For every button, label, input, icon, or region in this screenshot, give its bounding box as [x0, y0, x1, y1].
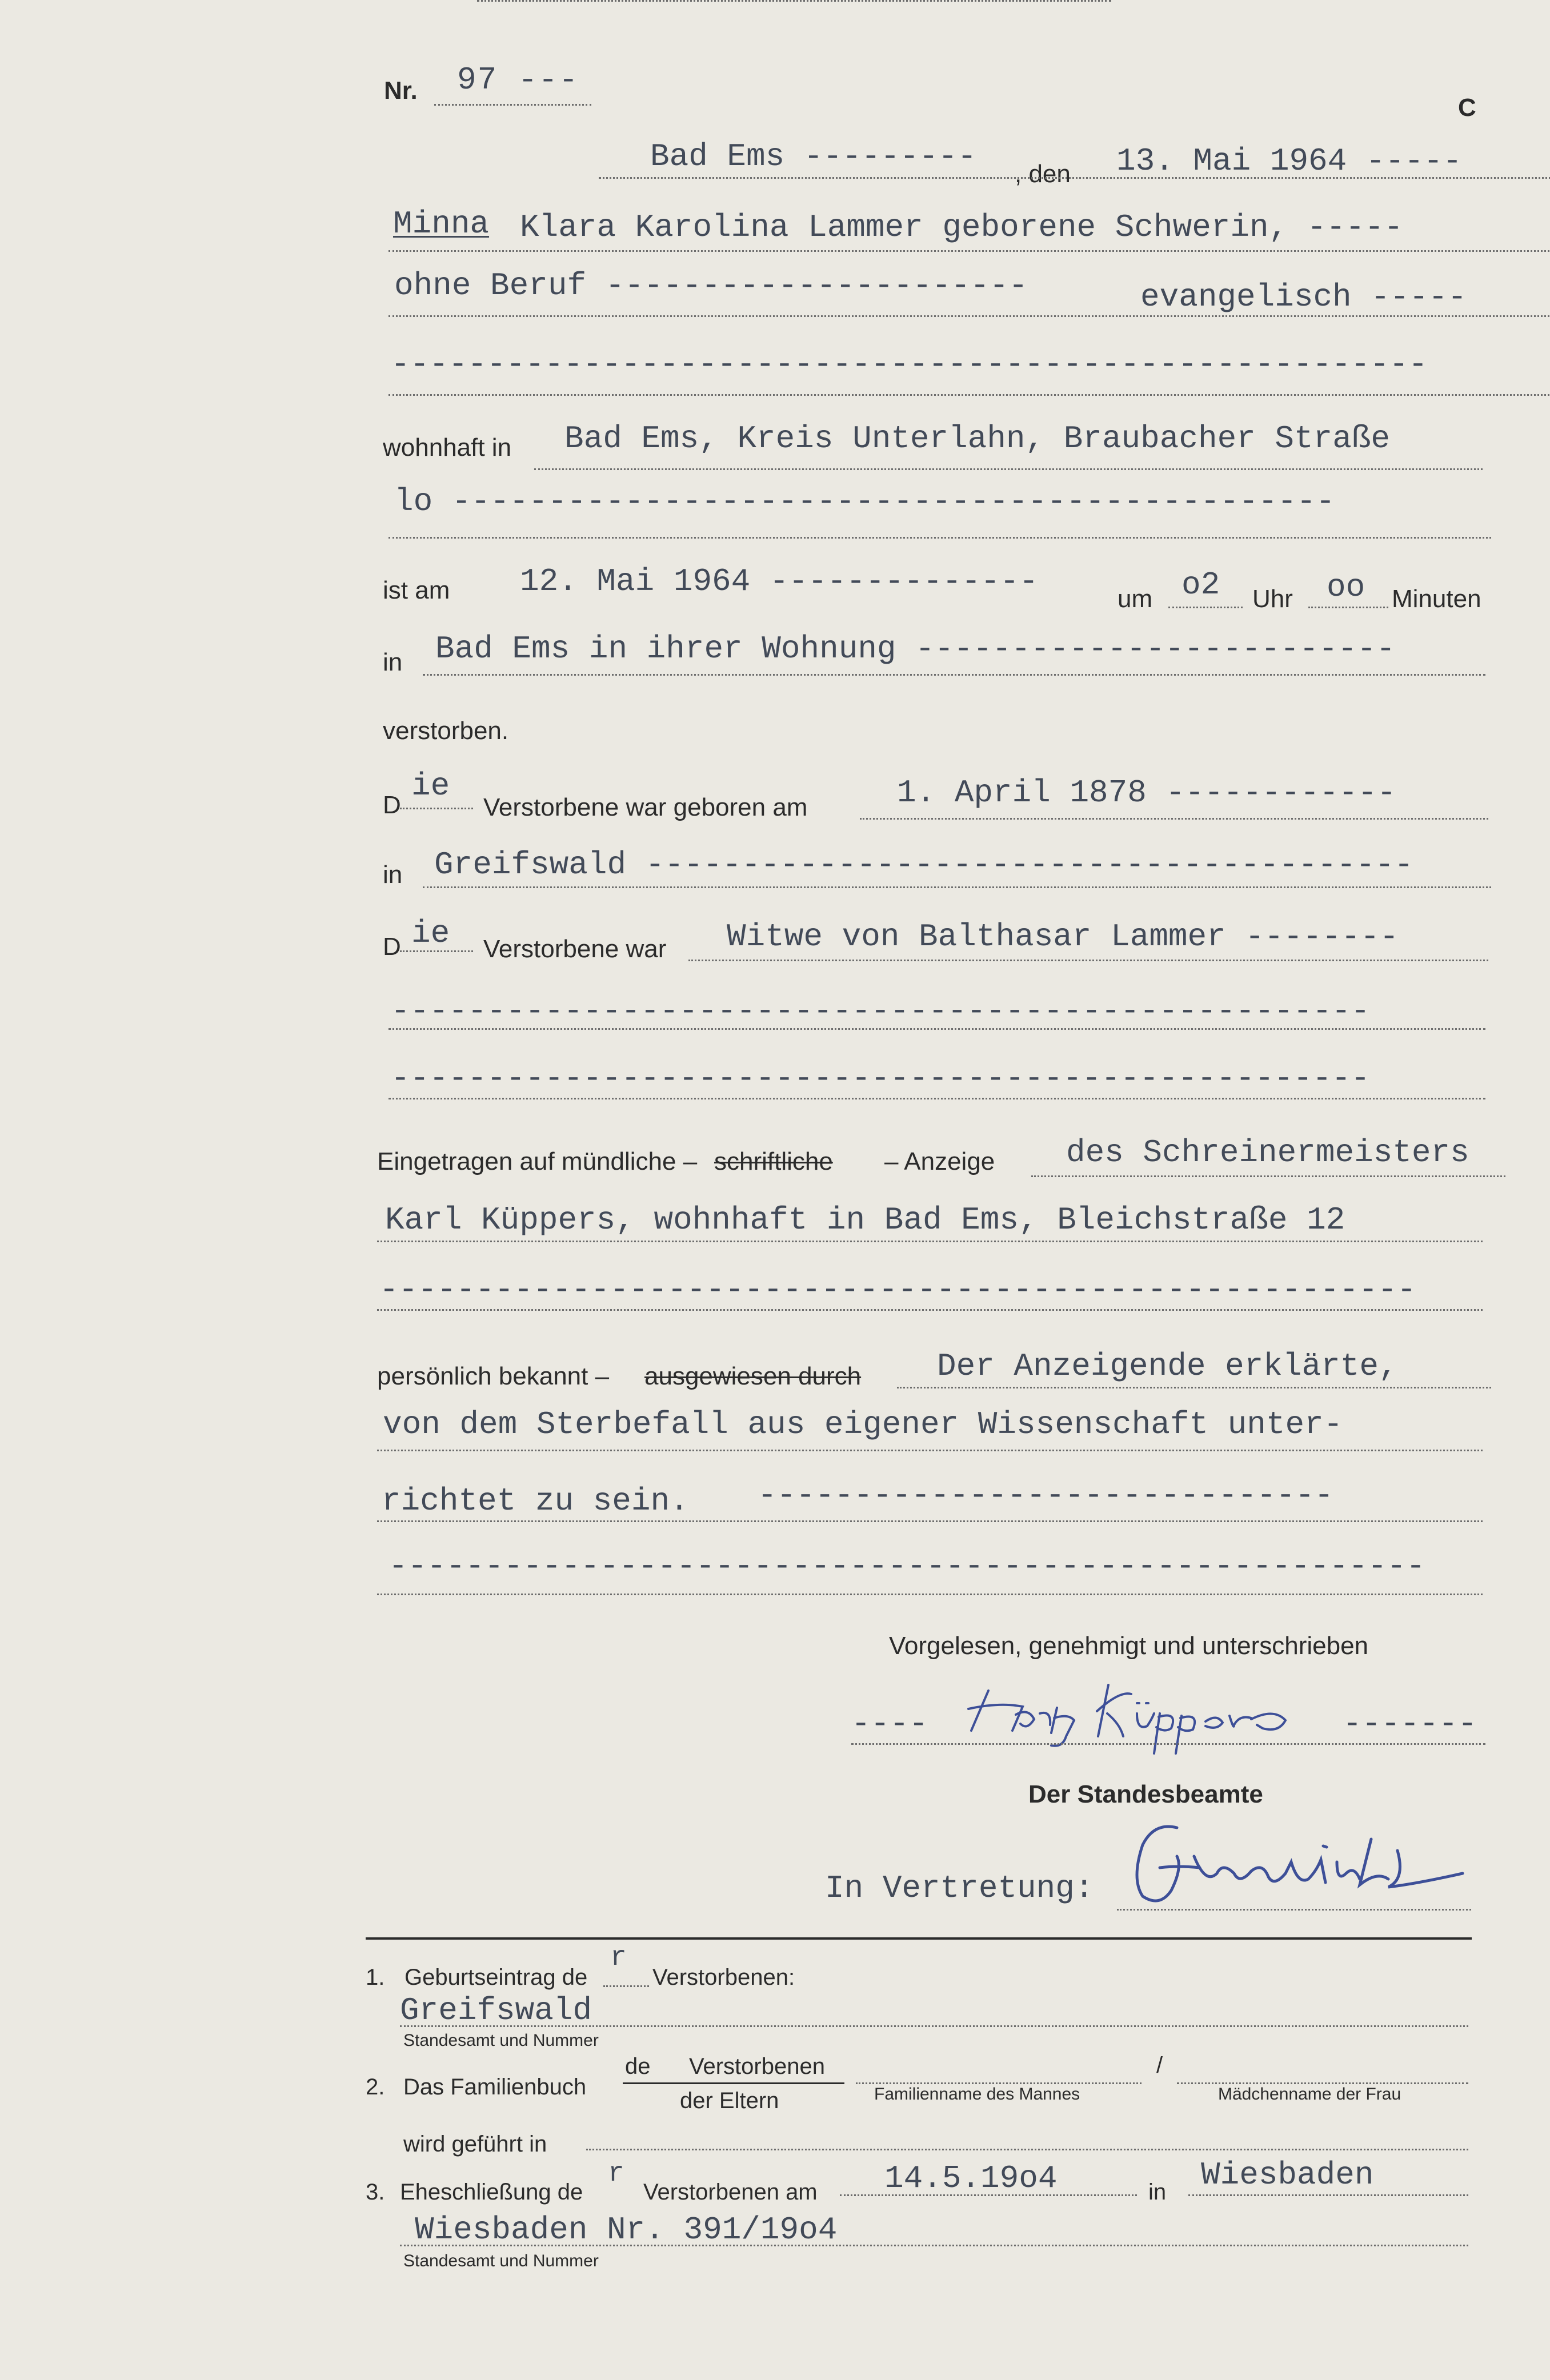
status-dotted-line-1 — [688, 960, 1488, 961]
birth-date: 1. April 1878 ------------ — [897, 774, 1396, 811]
item2-gefuehrt-label: wird geführt in — [403, 2132, 547, 2157]
marriage-place: Wiesbaden — [1201, 2157, 1374, 2193]
item1-number: 1. — [366, 1965, 385, 1990]
item1-value: Greifswald — [400, 1992, 592, 2029]
blank-dashes: ------------------------------------------------------ — [391, 346, 1428, 383]
report-label-struck: schriftliche — [714, 1147, 833, 1175]
statement-dotted-line-1 — [897, 1387, 1491, 1388]
residence-dotted-line-2 — [388, 537, 1491, 539]
informant-title: des Schreinermeisters — [1066, 1134, 1469, 1171]
death-place: Bad Ems in ihrer Wohnung ------------------------- — [435, 631, 1396, 667]
item1-label: Geburtseintrag de — [404, 1965, 588, 1990]
death-date: 12. Mai 1964 -------------- — [520, 563, 1039, 600]
item3-label-b: Verstorbenen am — [643, 2180, 818, 2205]
report-label-start: Eingetragen auf mündliche – — [377, 1147, 698, 1175]
statement-line-3: richtet zu sein. — [382, 1483, 689, 1519]
death-place-dotted-line — [423, 674, 1485, 676]
item1-fill-dotted-line — [603, 1985, 649, 1987]
residence-dotted-line-1 — [534, 468, 1483, 470]
approval-text: Vorgelesen, genehmigt und unterschrieben — [889, 1632, 1369, 1660]
report-dotted-line-3 — [377, 1309, 1483, 1311]
svg-text:Karl Küppers: Karl Küppers — [966, 1673, 969, 1674]
birth-d-label: D — [383, 791, 401, 819]
birth-place: Greifswald ---------------------------------------- — [434, 846, 1413, 883]
status-dashes-2: --------------------------------------------------- — [391, 993, 1370, 1029]
item2-label: Das Familienbuch — [403, 2074, 587, 2100]
signature-dash-left: ---- — [851, 1705, 928, 1742]
marriage-date: 14.5.19o4 — [884, 2160, 1058, 2197]
statement-dotted-line-4 — [377, 1594, 1483, 1595]
deceased-religion: evangelisch ----- — [1140, 279, 1467, 315]
item2-number: 2. — [366, 2074, 385, 2100]
status-dashes-3: --------------------------------------------------- — [391, 1060, 1370, 1097]
informant-signature — [966, 1673, 1308, 1759]
residence-label: wohnhaft in — [383, 434, 512, 461]
item1-dotted-line — [400, 2025, 1468, 2027]
item3-number: 3. — [366, 2180, 385, 2205]
status-d-label: D — [383, 933, 401, 961]
status-dotted-line-2 — [388, 1028, 1485, 1030]
status-ie-fill: ie — [411, 915, 450, 952]
report-dotted-line-2 — [377, 1241, 1483, 1242]
statement-line-1: Der Anzeigende erklärte, — [937, 1348, 1398, 1384]
status-ie-dotted-line — [400, 950, 473, 952]
death-in-label: in — [383, 648, 403, 676]
statement-line-2: von dem Sterbefall aus eigener Wissenschaft unter- — [383, 1406, 1343, 1443]
number-label: Nr. — [384, 77, 418, 105]
statement-line-4: ------------------------------------------------------ — [388, 1548, 1425, 1584]
vertretung-dotted-line — [1117, 1909, 1471, 1911]
occupation-dotted-line — [388, 315, 1550, 317]
uhr-label: Uhr — [1252, 585, 1293, 613]
number-dotted-line — [434, 104, 591, 106]
blank-dotted-line — [388, 394, 1550, 396]
statement-dotted-line-3 — [377, 1520, 1483, 1522]
death-minutes: oo — [1327, 569, 1365, 605]
item2-caption-husband: Familienname des Mannes — [874, 2085, 1080, 2104]
hour-dotted-line — [1168, 607, 1243, 608]
statement-dotted-line-2 — [377, 1450, 1483, 1451]
minutes-dotted-line — [1308, 607, 1388, 608]
death-hour: o2 — [1181, 567, 1220, 603]
marital-status: Witwe von Balthasar Lammer -------- — [727, 918, 1399, 955]
birth-label: Verstorbene war geboren am — [483, 793, 808, 821]
um-label: um — [1118, 585, 1153, 613]
deceased-name: Klara Karolina Lammer geborene Schwerin, ----- — [520, 209, 1403, 246]
statement-line-3-dashes: ------------------------------ — [758, 1477, 1334, 1514]
item3-date-dotted-line — [840, 2194, 1137, 2196]
record-number: 97 --- — [457, 62, 579, 98]
item2-husband-dotted-line — [856, 2082, 1142, 2084]
item3-fill: r — [608, 2158, 624, 2189]
report-dashes-3: ------------------------------------------------------ — [379, 1271, 1416, 1308]
item2-gefuehrt-dotted-line — [586, 2149, 1468, 2150]
registration-date: 13. Mai 1964 ----- — [1116, 143, 1462, 179]
item3-in-label: in — [1148, 2180, 1167, 2205]
residence-line-1: Bad Ems, Kreis Unterlahn, Braubacher Straße — [564, 420, 1391, 457]
item1-label-b: Verstorbenen: — [652, 1965, 795, 1990]
name-dotted-line — [388, 250, 1550, 252]
item1-caption: Standesamt und Nummer — [403, 2031, 599, 2050]
item3-label: Eheschließung de — [400, 2180, 583, 2205]
status-dotted-line-3 — [388, 1098, 1485, 1099]
birth-in-label: in — [383, 861, 403, 889]
item2-wife-dotted-line — [1177, 2082, 1468, 2084]
verstorben-label: verstorben. — [383, 717, 509, 745]
item2-bottom: der Eltern — [680, 2088, 779, 2113]
date-dotted-line — [599, 177, 1550, 179]
signature-dotted-line — [851, 1743, 1485, 1745]
birth-place-dotted-line — [423, 886, 1491, 888]
item2-top-de: de — [625, 2054, 651, 2079]
item2-slash: / — [1156, 2053, 1163, 2078]
den-label: , den — [1015, 160, 1071, 188]
deceased-first-name: Minna — [393, 206, 490, 242]
registrar-title: Der Standesbeamte — [1028, 1780, 1263, 1808]
item3-caption: Standesamt und Nummer — [403, 2251, 599, 2270]
informant-name-address: Karl Küppers, wohnhaft in Bad Ems, Bleichstraße 12 — [385, 1202, 1345, 1238]
item3-dotted-line — [400, 2245, 1468, 2246]
signature-dash-right: ------- — [1343, 1705, 1477, 1742]
report-label-end: – Anzeige — [884, 1147, 995, 1175]
registrar-signature — [1120, 1816, 1474, 1919]
item2-fraction-line — [623, 2082, 844, 2084]
item3-place-dotted-line — [1188, 2194, 1468, 2196]
birth-date-dotted-line — [860, 818, 1488, 820]
identification-label: persönlich bekannt – — [377, 1362, 610, 1390]
birth-ie-dotted-line — [400, 808, 473, 809]
report-dotted-line-1 — [1031, 1175, 1505, 1177]
minuten-label: Minuten — [1392, 585, 1481, 613]
residence-line-2: lo ---------------------------------------------- — [394, 483, 1335, 520]
corner-mark: C — [1458, 94, 1476, 122]
ist-am-label: ist am — [383, 576, 450, 604]
item1-fill: r — [610, 1942, 627, 1973]
registration-place: Bad Ems --------- — [650, 138, 977, 175]
item2-caption-wife: Mädchenname der Frau — [1218, 2085, 1401, 2104]
item2-top-verstorbenen: Verstorbenen — [689, 2054, 825, 2079]
deceased-occupation: ohne Beruf ---------------------- — [394, 267, 1028, 304]
vertretung-label: In Vertretung: — [825, 1870, 1094, 1907]
death-date-dotted-line — [477, 0, 1111, 2]
identification-label-struck: ausgewiesen durch — [644, 1362, 862, 1390]
footer-rule — [366, 1937, 1472, 1940]
item3-value: Wiesbaden Nr. 391/19o4 — [415, 2212, 838, 2248]
status-label: Verstorbene war — [483, 935, 667, 963]
birth-ie-fill: ie — [411, 768, 450, 804]
